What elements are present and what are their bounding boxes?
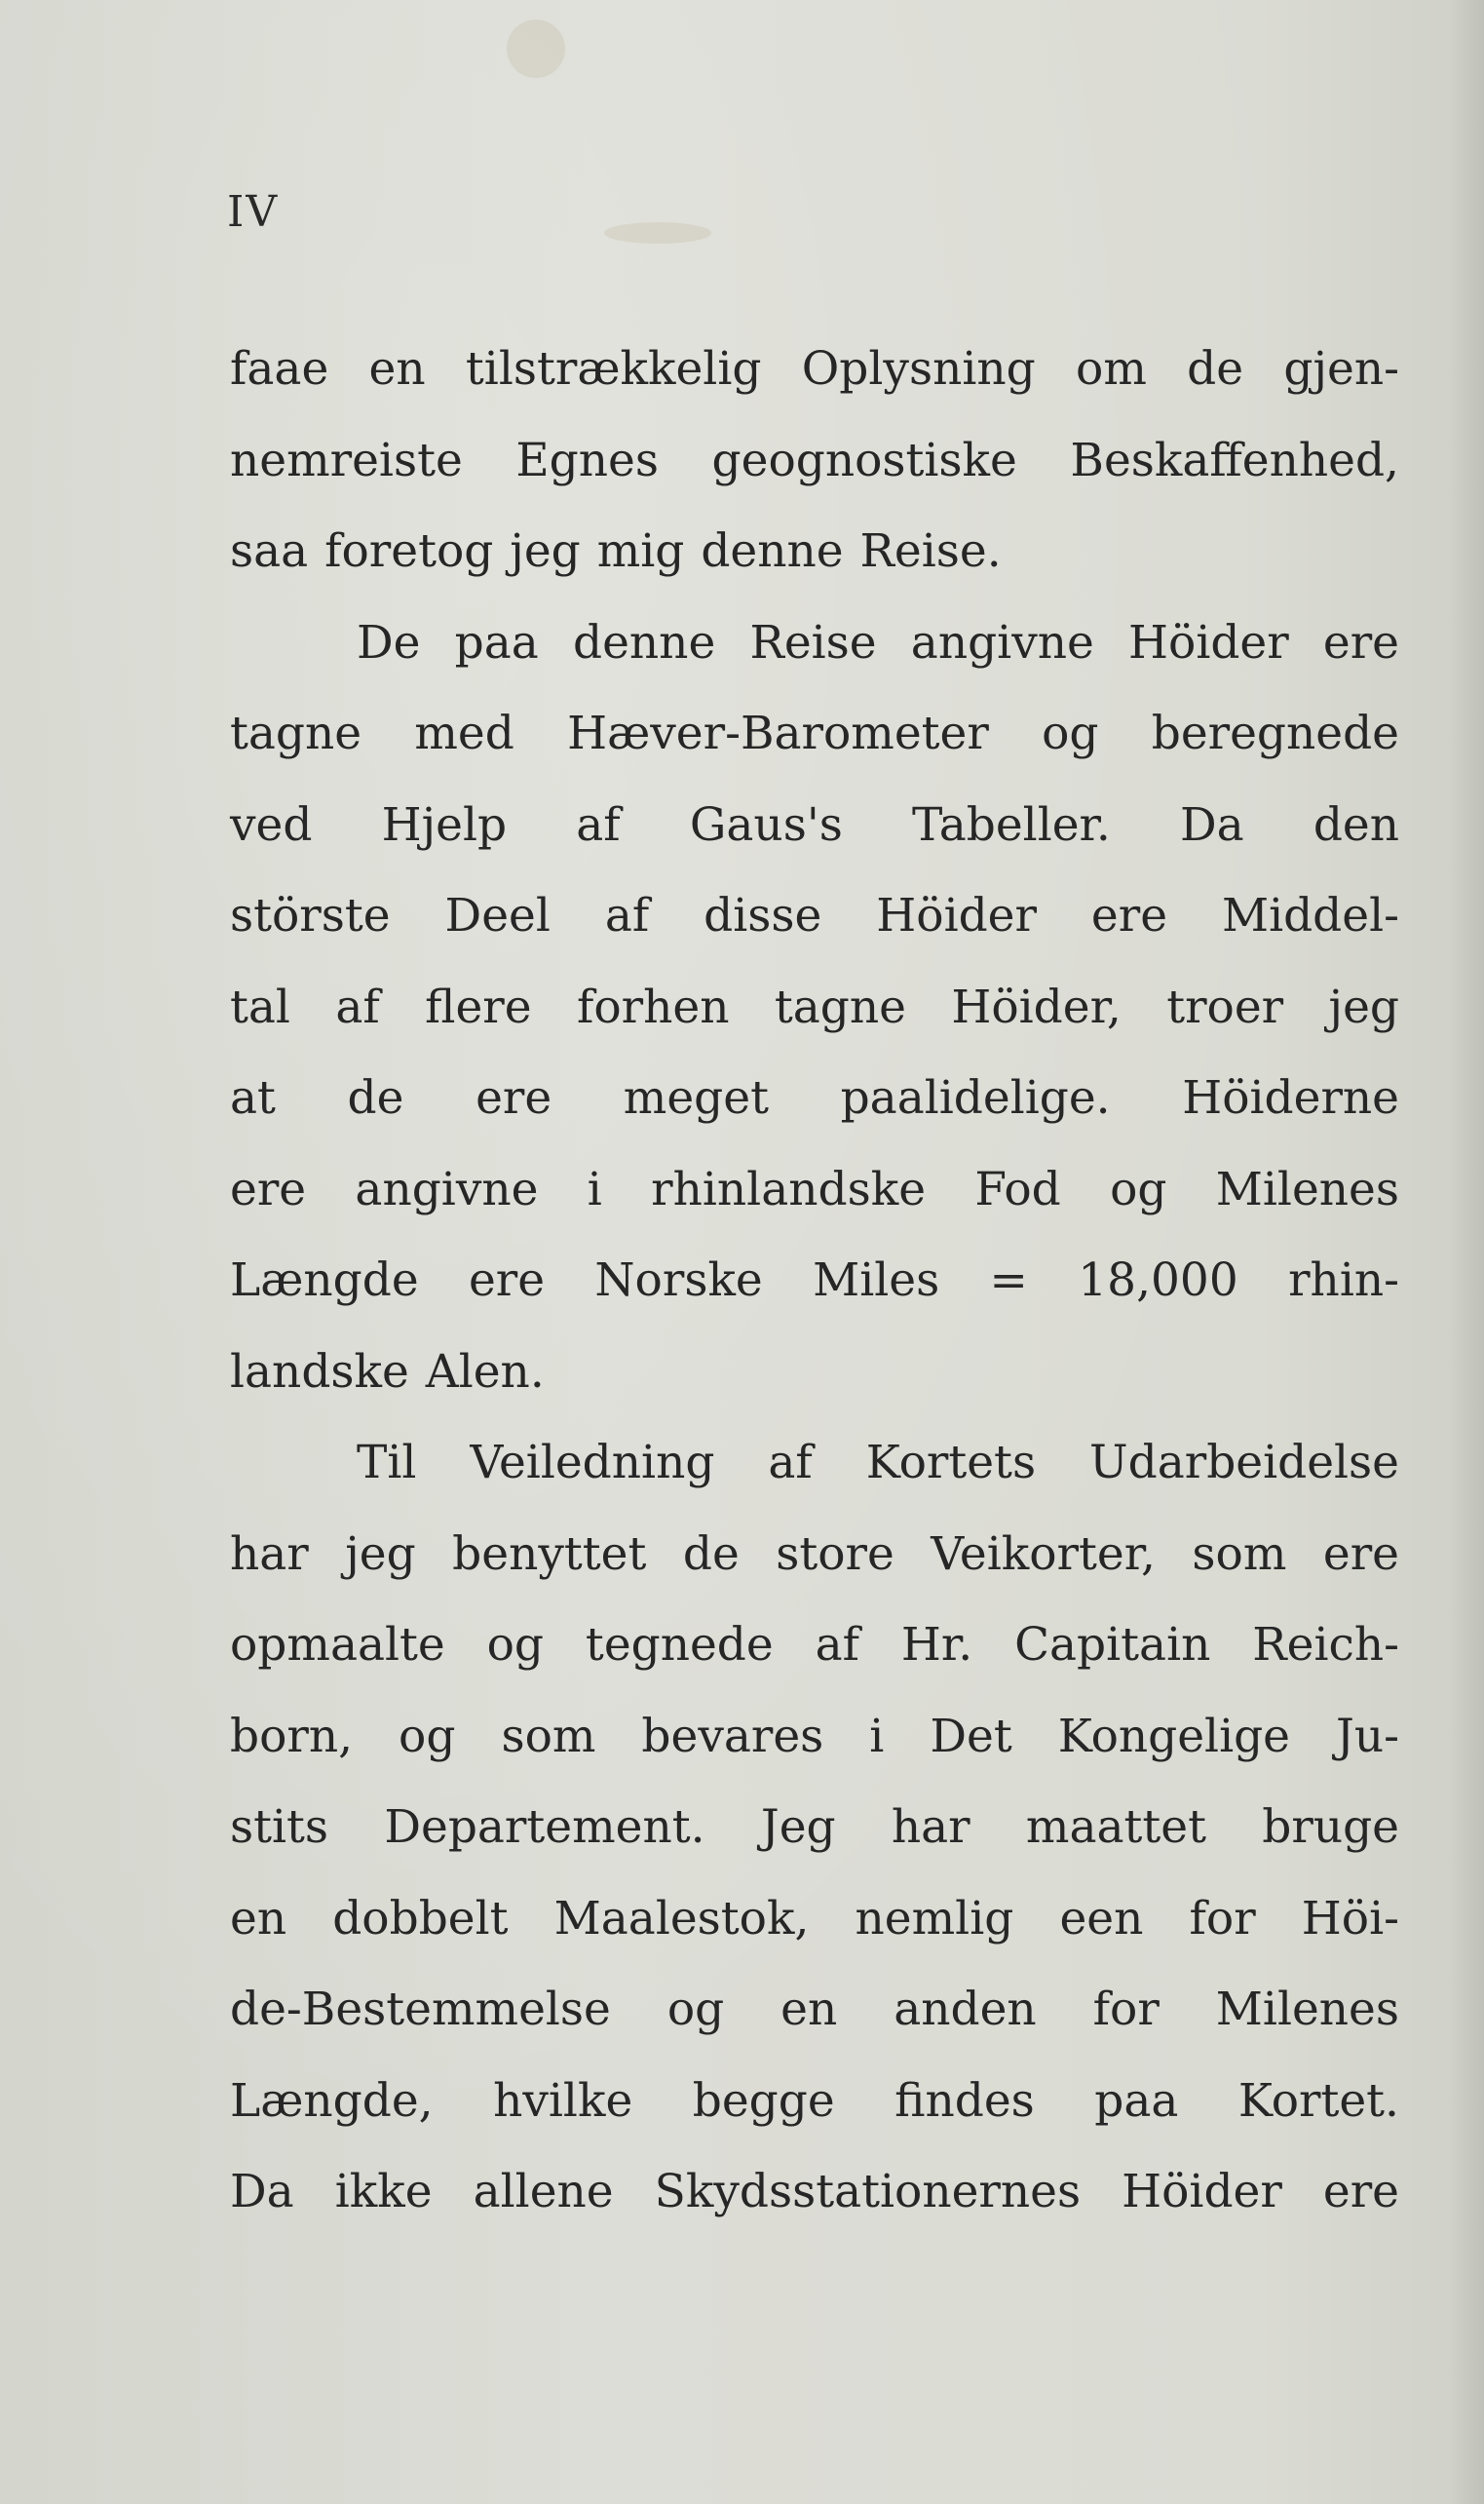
text-line: Da ikke allene Skydsstationernes Höider ere <box>230 2165 1399 2218</box>
text-line: at de ere meget paalidelige. Höiderne <box>230 1071 1399 1125</box>
text-line: landske Alen. <box>230 1344 545 1399</box>
text-line: en dobbelt Maalestok, nemlig een for Höi- <box>230 1891 1399 1945</box>
text-line: Længde, hvilke begge findes paa Kortet. <box>230 2073 1399 2128</box>
page-number: IV <box>227 187 280 237</box>
page-edge-shadow <box>1449 0 1484 2504</box>
text-line: born, og som bevares i Det Kongelige Ju- <box>230 1709 1399 1763</box>
text-line: saa foretog jeg mig denne Reise. <box>230 524 1002 578</box>
paper-stain <box>604 222 711 244</box>
text-line: störste Deel af disse Höider ere Middel- <box>230 889 1399 943</box>
body-text <box>230 324 1399 2238</box>
text-line: tal af flere forhen tagne Höider, troer jeg <box>230 980 1399 1034</box>
text-line: Længde ere Norske Miles = 18,000 rhin- <box>230 1253 1399 1307</box>
text-line: faae en tilstrækkelig Oplysning om de gjen- <box>230 342 1399 396</box>
text-line: nemreiste Egnes geognostiske Beskaffenhed, <box>230 433 1399 487</box>
text-line: har jeg benyttet de store Veikorter, som ere <box>230 1526 1399 1581</box>
text-line: De paa denne Reise angivne Höider ere <box>357 615 1399 670</box>
text-line: opmaalte og tegnede af Hr. Capitain Reich- <box>230 1618 1399 1672</box>
text-line: tagne med Hæver-Barometer og beregnede <box>230 707 1399 760</box>
text-line: ved Hjelp af Gaus's Tabeller. Da den <box>230 797 1399 852</box>
text-line: Til Veiledning af Kortets Udarbeidelse <box>357 1436 1399 1489</box>
text-line: stits Departement. Jeg har maattet bruge <box>230 1800 1399 1854</box>
text-line: de-Bestemmelse og en anden for Milenes <box>230 1983 1399 2036</box>
paper-stain <box>507 19 565 78</box>
text-line: ere angivne i rhinlandske Fod og Milenes <box>230 1162 1399 1216</box>
